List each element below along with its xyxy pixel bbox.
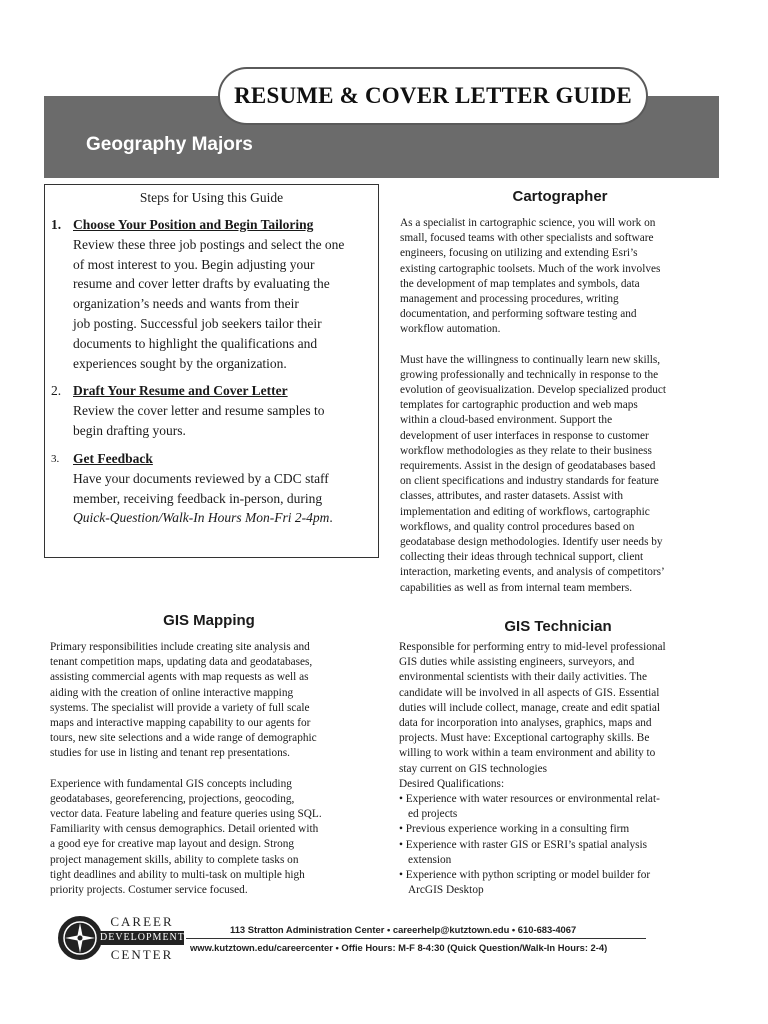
text-line: candidate will be involved in all aspects of GIS. Essential [399, 686, 660, 699]
step-line: documents to highlight the qualifications and [73, 335, 318, 351]
step-2 [51, 381, 373, 440]
cartographer-para-1 [400, 216, 730, 338]
bullet-text: • Experience with raster GIS or ESRI’s spatial analysis [399, 838, 648, 851]
logo-word-career: CAREER [110, 914, 174, 929]
gis-technician-para [399, 640, 729, 792]
step-number: 3. [51, 453, 60, 465]
text-line: templates for cartographic production and web maps [400, 399, 638, 412]
bullet-text: • Experience with python scripting or model builder for [399, 869, 651, 882]
qualifications-list [399, 792, 729, 898]
cartographer-description [400, 216, 730, 596]
step-line-tail: . [329, 510, 333, 526]
list-item [399, 792, 729, 822]
text-line: maps and interactive mapping capability to our agents for [50, 717, 311, 730]
text-line: growing professionally and technically in response to the [400, 368, 659, 381]
text-line: aiding with the creation of online interactive mapping [50, 686, 294, 699]
walk-in-hours: Quick-Question/Walk-In Hours Mon-Fri 2-4pm [73, 510, 330, 526]
step-line: begin drafting yours. [73, 422, 186, 438]
step-body [73, 401, 373, 441]
step-heading: Get Feedback [73, 451, 153, 466]
logo-word-development: DEVELOPMENT [100, 932, 185, 943]
bullet-text: • Previous experience working in a consulting firm [399, 823, 630, 836]
text-line: engineers, focusing on utilizing and extending Esri’s [400, 247, 638, 260]
document-subtitle: Geography Majors [86, 134, 253, 155]
step-3 [51, 449, 373, 528]
text-line: collecting their ideas through technical support, client [400, 551, 644, 564]
text-line: projects. Must have: Exceptional cartography skills. Be [399, 732, 650, 745]
text-line: vector data. Feature labeling and feature queries using SQL. [50, 808, 322, 821]
steps-box [44, 184, 379, 558]
step-line: Review the cover letter and resume samples to [73, 402, 325, 418]
text-line: existing cartographic toolsets. Much of the work involves [400, 262, 661, 275]
list-item [399, 822, 729, 837]
gis-mapping-title: GIS Mapping [163, 612, 255, 629]
gis-technician-description [399, 640, 729, 898]
text-line: stay current on GIS technologies [399, 762, 548, 775]
text-line: willing to work within a team environment and ability to [399, 747, 656, 760]
bullet-text: • Experience with water resources or environmental relat- [399, 793, 660, 806]
text-line: studies for use in listing and tenant rep presentations. [50, 747, 291, 760]
logo-wordmark [100, 914, 184, 962]
logo-word-center: CENTER [110, 947, 174, 962]
step-line: experiences sought by the organization. [73, 355, 287, 371]
gis-mapping-description [50, 640, 380, 898]
step-1 [51, 215, 373, 373]
step-body [73, 235, 373, 374]
text-line: requirements. Assist in the design of geodatabases based [400, 460, 656, 473]
cartographer-para-2 [400, 353, 730, 596]
steps-heading: Steps for Using this Guide [139, 190, 284, 205]
text-line: on client specifications and industry standards for feature [400, 475, 659, 488]
bullet-text: ArcGIS Desktop [408, 884, 484, 897]
step-number: 2. [51, 383, 62, 398]
compass-icon [58, 916, 102, 960]
text-line: assisting commercial agents with map requests as well as [50, 671, 309, 684]
text-line: Responsible for performing entry to mid-level professional [399, 641, 666, 653]
text-line: GIS duties while assisting engineers, surveyors, and [399, 656, 635, 669]
gis-technician-title: GIS Technician [504, 618, 612, 635]
text-line: workflows, and quality control procedures based on [400, 520, 635, 533]
text-line: duties will include collect, manage, create and edit spatial [399, 701, 660, 714]
text-line: development of user interfaces in response to customer [400, 429, 649, 442]
footer-contact: 113 Stratton Administration Center • careerhelp@kutztown.edu • 610-683-4067 [230, 924, 577, 935]
career-center-logo [58, 912, 184, 966]
text-line: workflow methodologies as they relate to their business [400, 444, 652, 457]
text-line: the development of map templates and symbols, data [400, 277, 640, 290]
text-line: documentation, and performing software testing and [400, 308, 637, 321]
list-item [399, 838, 729, 868]
gis-mapping-para-1 [50, 640, 380, 762]
text-line: tenant competition maps, updating data and geodatabases, [50, 656, 313, 669]
text-line: As a specialist in cartographic science, you will work on [400, 217, 656, 229]
step-line: resume and cover letter drafts by evaluating the [73, 276, 330, 292]
text-line: tours, new site selections and a wide range of demographic [50, 732, 317, 745]
step-number: 1. [51, 217, 62, 232]
text-line: geodatabases, georeferencing, projections, geocoding, [50, 792, 295, 805]
step-line [73, 508, 373, 528]
text-line: Desired Qualifications: [399, 777, 505, 790]
step-body [73, 469, 373, 528]
text-line: small, focused teams with other specialists and software [400, 232, 654, 245]
footer-divider [186, 938, 646, 939]
text-line: priority projects. Costumer service focused. [50, 884, 248, 897]
text-line: geodatabase design methodologies. Identify user needs by [400, 536, 663, 549]
text-line: workflow automation. [400, 323, 501, 336]
text-line: Familiarity with census demographics. Detail oriented with [50, 823, 319, 836]
text-line: systems. The specialist will provide a variety of full scale [50, 701, 310, 714]
step-line: Review these three job postings and select the one [73, 236, 345, 252]
step-heading: Draft Your Resume and Cover Letter [73, 383, 288, 398]
text-line: interaction, marketing events, and analysis of competitors’ [400, 566, 665, 579]
text-line: within a cloud-based environment. Support the [400, 414, 613, 427]
text-line: Experience with fundamental GIS concepts including [50, 777, 292, 790]
gis-mapping-para-2 [50, 777, 380, 899]
text-line: management and processing procedures, writing [400, 293, 619, 306]
text-line: classes, attributes, and raster datasets. Assist with [400, 490, 624, 503]
step-line: organization’s needs and wants from their [73, 296, 299, 312]
text-line: implementation and editing of workflows, cartographic [400, 505, 650, 518]
text-line: evolution of geovisualization. Develop specialized product [400, 384, 667, 397]
text-line: Must have the willingness to continually learn new skills, [400, 353, 661, 366]
text-line: environmental scientists with their daily activities. The [399, 671, 647, 684]
step-line: of most interest to you. Begin adjusting your [73, 256, 315, 272]
document-title: RESUME & COVER LETTER GUIDE [218, 67, 648, 125]
text-line: tight deadlines and ability to multi-task on multiple high [50, 868, 305, 881]
text-line: project management skills, ability to complete tasks on [50, 853, 299, 866]
text-line: a good eye for creative map layout and design. Strong [50, 838, 295, 851]
step-heading: Choose Your Position and Begin Tailoring [73, 217, 314, 232]
list-item [399, 868, 729, 898]
bullet-text: ed projects [408, 808, 458, 821]
step-line: job posting. Successful job seekers tailor their [73, 315, 322, 331]
footer-hours: www.kutztown.edu/careercenter • Offie Hours: M-F 8-4:30 (Quick Question/Walk-In Hours: 2-4) [190, 942, 608, 953]
text-line: data for incorporation into analyses, graphics, maps and [399, 717, 652, 730]
cartographer-title: Cartographer [512, 188, 608, 205]
text-line: Primary responsibilities include creating site analysis and [50, 641, 310, 653]
bullet-text: extension [408, 853, 452, 866]
step-line: Have your documents reviewed by a CDC staff [73, 470, 329, 486]
text-line: capabilities as well as from internal team members. [400, 581, 633, 594]
compass-rose [60, 918, 100, 958]
step-line: member, receiving feedback in-person, during [73, 490, 323, 506]
